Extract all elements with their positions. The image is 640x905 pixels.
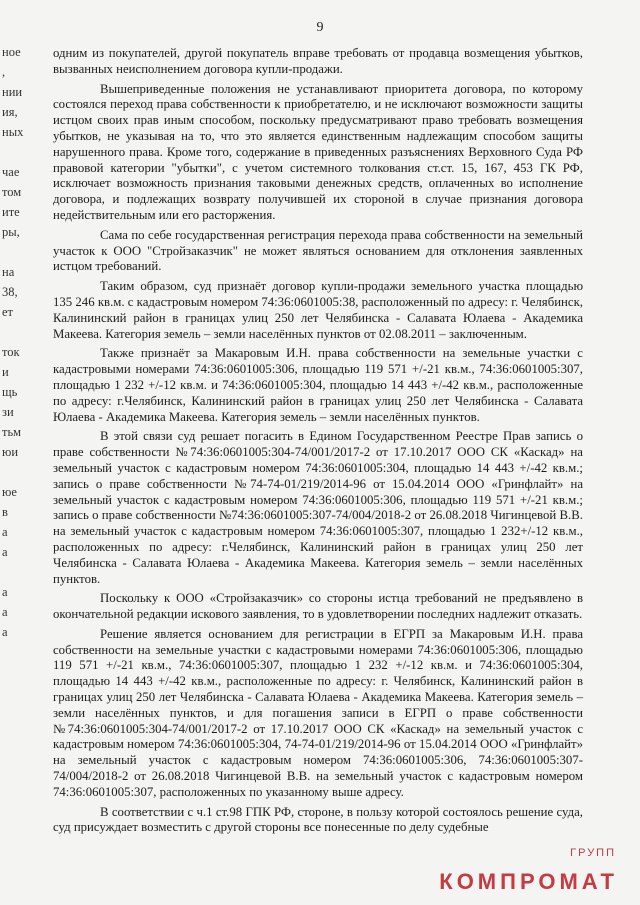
watermark-main: КОМПРОМАТ <box>439 869 618 894</box>
watermark-sub: ГРУПП <box>570 847 616 859</box>
paragraph: Сама по себе государственная регистрация перехода права собственности на земельный участок к ООО "Стройзаказчик" не может являться основанием для отклонения заявленных истцом требований. <box>53 227 583 274</box>
paragraph: В этой связи суд решает погасить в Едином Государственном Реестре Прав запись о праве собственности №74:36:0601005:304-74/001/2017-2 от 17.10.2017 ООО СК «Каскад» на земельный участок с кадастровым номером 74:36:0601005:304, площадью 14 443 +/-42 кв.м.; запись о праве собственности №74-74-01/219/2014-96 от 15.04.2014 ООО «Гринфлайт» на земельный участок с кадастровым номером 74:36:0601005:306, площадью 119 571 +/-21 кв.м.; запись о праве собственности №74:36:0601005:307-74/004/2018-2 от 26.08.2018 Чигинцевой В.В. на земельный участок с кадастровым номером 74:36:0601005:307, площадью 1 232+/-12 кв.м., расположенных по адресу: г.Челябинск, Калининский район в границах улиц 250 лет Челябинска - Салавата Юлаева - Академика Макеева. Категория земель – земли населённых пунктов. <box>53 429 583 586</box>
paragraph: Вышеприведенные положения не устанавливают приоритета договора, по которому состоялся переход права собственности к приобретателю, и не исключают возможности защиты истцом своих прав иным способом, поскольку предусматривают право требовать возмещения убытков, не указывая на то, что это является единственным надлежащим способом защиты нарушенного права. Кроме того, содержание в приведенных разъяснениях Верховного Суда РФ правовой категории "убытки", с учетом системного толкования ст.ст. 15, 167, 453 ГК РФ, исключает возможность признания таковыми денежных средств, оплаченных во исполнение договора, и подлежащих возврату получившей их стороной в случае признания договора недействительным или его расторжения. <box>53 81 583 222</box>
paragraph: Решение является основанием для регистрации в ЕГРП за Макаровым И.Н. права собственности на земельные участки с кадастровыми номерами 74:36:0601005:306, площадью 119 571 +/-21 кв.м., 74:36:0601005:307, площадью 1 232 +/-12 кв.м. и 74:36:0601005:304, площадью 14 443 +/-42 кв.м., расположенные по адресу: г. Челябинск, Калининский район в границах улиц 250 лет Челябинска - Салавата Юлаева - Академика Макеева. Категория земель – земли населённых пунктов, и для погашения записи в ЕГРП о праве собственности №74:36:0601005:304-74/001/2017-2 от 17.10.2017 ООО СК «Каскад» на земельный участок с кадастровым номером 74:36:0601005:304, 74-74-01/219/2014-96 от 15.04.2014 ООО «Гринфлайт» на земельный участок с кадастровым номером 74:36:0601005:306, 74:36:0601005:307-74/004/2018-2 от 26.08.2018 Чигинцевой В.В. на земельный участок с кадастровым номером 74:36:0601005:307, расположенных по указанному выше адресу. <box>53 626 583 799</box>
paragraph: Также признаёт за Макаровым И.Н. права собственности на земельные участки с кадастровыми номерами 74:36:0601005:306, площадью 119 571 +/-21 кв.м., 74:36:0601005:307, площадью 1 232 +/-12 кв.м. и 74:36:0601005:304, площадью 14 443 +/-42 кв.м., расположенные по адресу: г.Челябинск, Калининский район в границах улиц 250 лет Челябинска - Салавата Юлаева - Академика Макеева. Категория земель – земли населённых пунктов. <box>53 346 583 424</box>
paragraph: В соответствии с ч.1 ст.98 ГПК РФ, стороне, в пользу которой состоялось решение суда, суд присуждает возместить с другой стороны все понесенные по делу судебные <box>53 804 583 835</box>
paragraph: Таким образом, суд признаёт договор купли-продажи земельного участка площадью 135 246 кв.м. с кадастровым номером 74:36:0601005:38, расположенный по адресу: г. Челябинск, Калининский район в границах улиц 250 лет Челябинска - Салавата Юлаева - Академика Макеева. Категория земель – земли населённых пунктов от 02.08.2011 – заключенным. <box>53 279 583 341</box>
watermark-logo <box>408 845 618 895</box>
page-number: 9 <box>316 20 324 35</box>
document-body <box>53 46 583 840</box>
paragraph: Поскольку к ООО «Стройзаказчик» со стороны истца требований не предъявлено в окончательной редакции искового заявления, то в удовлетворении последних надлежит отказать. <box>53 591 583 622</box>
cropped-margin-text: ное , нии ия, ных чае том ите ры, на 38, ет ток и щь зи тьм юи юе в а а а а а <box>2 45 24 639</box>
paragraph: одним из покупателей, другой покупатель вправе требовать от продавца возмещения убытков, вызванных неисполнением договора купли-продажи. <box>53 46 583 76</box>
